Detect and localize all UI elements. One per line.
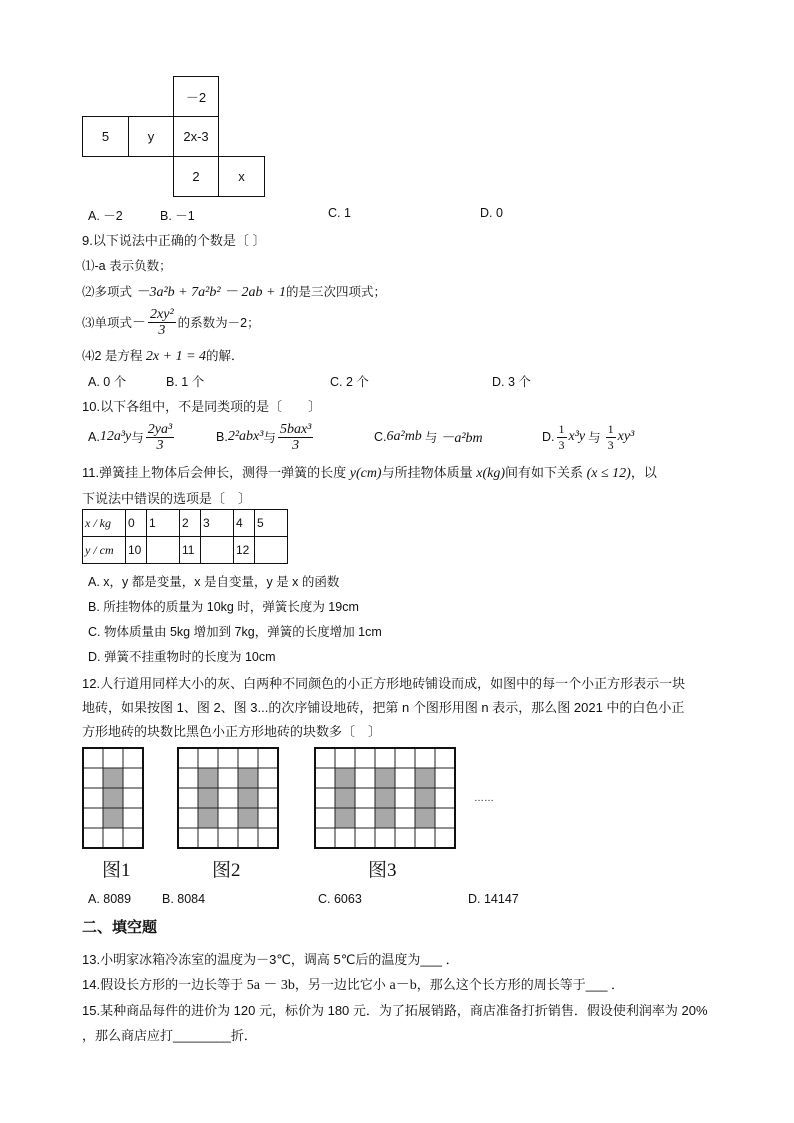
white-tile [395,768,415,788]
q12-option-c: C. 6063 [318,892,362,906]
grey-tile [198,788,218,808]
ellipsis: …… [474,793,494,804]
text: ，另一边比它小 [294,977,390,992]
grey-tile [103,808,123,828]
q9-option-b: B. 1 个 [166,375,205,389]
white-tile [198,828,218,848]
white-tile [375,828,395,848]
grey-tile [375,808,395,828]
white-tile [218,788,238,808]
white-tile [103,748,123,768]
label: C. [374,430,387,444]
figure-label-1: 图1 [102,860,131,881]
net-cell: x [218,156,265,197]
tile-figure-3 [315,748,455,848]
numerator: 5bax³ [279,421,312,437]
white-tile [218,768,238,788]
math-expression: y(cm) [349,466,382,481]
q13: 13.小明家冰箱冷冻室的温度为－3℃，调高 5℃后的温度为___ ． [82,952,459,967]
q15-line1: 15.某种商品每件的进价为 120 元，标价为 180 元．为了拓展销路，商店准备打折销售．假设使利润率为 20% [82,1003,708,1018]
grey-tile [103,788,123,808]
grey-tile [415,768,435,788]
table-cell [201,537,234,564]
text: ⑶单项式 [82,316,133,330]
q12-line2: 地砖，如果按图 1、图 2、图 3...的次序铺设地砖，把第 n 个图形用图 n 表示，那么图 2021 中的白色小正 [82,700,685,715]
table-cell: x / kg [83,510,126,537]
white-tile [395,828,415,848]
white-tile [83,788,103,808]
table-cell [255,537,288,564]
denominator: 3 [156,437,164,453]
q12-line1: 12.人行道用同样大小的灰、白两种不同颜色的小正方形地砖铺设而成，如图中的每一个小正方形表示一块 [82,676,686,691]
grey-tile [335,808,355,828]
denominator: 3 [558,437,565,452]
table-cell: 12 [234,537,255,564]
net-cell: y [128,116,174,157]
q9-stem: 9.以下说法中正确的个数是〔 〕 [82,233,266,248]
tile-figure-1 [83,748,143,848]
white-tile [123,748,143,768]
math-expression: 2x + 1 = 4 [145,349,207,364]
q10-stem: 10.以下各组中，不是同类项的是〔 〕 [82,399,322,414]
figure-label-2: 图2 [212,860,241,881]
white-tile [83,808,103,828]
white-tile [178,748,198,768]
text: 与 [424,431,438,445]
grey-tile [238,788,258,808]
grey-tile [335,768,355,788]
white-tile [103,828,123,848]
math-expression: 6a²mb [386,429,422,444]
label: A. [88,430,100,444]
q8-option-b: B. －1 [160,209,195,223]
table-cell: 0 [126,510,147,537]
net-cell: 2 [173,156,219,197]
white-tile [178,808,198,828]
math-expression: x³y [568,429,586,444]
q12-line3: 方形地砖的块数比黑色小正方形地砖的块数多〔 〕 [82,724,382,739]
section-title: 二、填空题 [82,919,158,936]
white-tile [435,768,455,788]
q10-option-b [216,419,315,455]
white-tile [415,748,435,768]
fraction [557,422,567,453]
denominator: 3 [607,437,614,452]
q9-statement-2 [82,281,386,301]
white-tile [83,768,103,788]
white-tile [435,748,455,768]
fraction [148,307,176,338]
label: D. [542,430,555,444]
text: ⑵多项式 [82,285,136,299]
white-tile [258,768,278,788]
q11-stem-line1 [82,462,657,482]
q15-line2: ，那么商店应打________折． [82,1028,257,1043]
q12-option-a: A. 8089 [88,892,132,906]
q12-option-d: D. 14147 [468,892,519,906]
grey-tile [335,788,355,808]
denominator: 3 [292,437,300,453]
q11-option-a: A. x，y 都是变量，x 是自变量，y 是 x 的函数 [88,575,340,589]
label: B. [216,430,228,444]
net-cell: 5 [82,116,129,157]
white-tile [335,748,355,768]
text: 与 [263,431,276,445]
white-tile [355,748,375,768]
grey-tile [415,788,435,808]
text: 与 [131,431,144,445]
q8-option-c: C. 1 [328,206,351,220]
text: ，那么这个长方形的周长等于___ ． [416,977,625,992]
numerator: 2xy² [150,306,174,322]
grey-tile [238,768,258,788]
white-tile [123,788,143,808]
white-tile [395,788,415,808]
q9-option-c: C. 2 个 [330,375,369,389]
white-tile [258,788,278,808]
q14 [82,974,624,994]
figure-label-3: 图3 [368,860,397,881]
q12-option-b: B. 8084 [162,892,206,906]
grey-tile [375,788,395,808]
q9-statement-3 [82,305,260,339]
white-tile [395,808,415,828]
q11-data-table [82,509,288,564]
text: 与 [588,431,601,445]
white-tile [315,808,335,828]
fraction [146,422,174,453]
table-cell: 1 [147,510,180,537]
white-tile [435,788,455,808]
white-tile [198,748,218,768]
white-tile [258,828,278,848]
numerator: 1 [607,421,614,436]
white-tile [315,828,335,848]
q11-option-c: C. 物体质量由 5kg 增加到 7kg，弹簧的长度增加 1cm [88,625,382,639]
math-expression: 5a － 3b [246,978,295,993]
white-tile [355,768,375,788]
white-tile [178,788,198,808]
minus-sign: － [132,316,147,331]
text: ⑷2 是方程 [82,349,146,363]
grey-tile [375,768,395,788]
q9-option-a: A. 0 个 [88,375,127,389]
white-tile [83,748,103,768]
white-tile [395,748,415,768]
white-tile [218,808,238,828]
numerator: 1 [558,421,565,436]
table-cell [147,537,180,564]
white-tile [315,748,335,768]
white-tile [218,748,238,768]
net-cell: 2x-3 [173,116,219,157]
text: 的是三次四项式； [285,285,386,299]
text: 的解． [206,349,244,363]
white-tile [415,828,435,848]
math-expression: xy³ [617,429,635,444]
table-cell: 10 [126,537,147,564]
math-expression: x(kg) [476,466,505,481]
table-cell: 5 [255,510,288,537]
white-tile [258,748,278,768]
white-tile [435,828,455,848]
table-cell: 4 [234,510,255,537]
text: ，以 [630,465,657,480]
q8-option-d: D. 0 [480,206,503,220]
denominator: 3 [158,322,166,338]
table-cell: y / cm [83,537,126,564]
white-tile [238,828,258,848]
white-tile [335,828,355,848]
q11-stem-line2: 下说法中错误的选项是〔 〕 [82,491,252,506]
tile-figure-2 [178,748,278,848]
white-tile [238,748,258,768]
q10-option-d [542,419,634,455]
white-tile [123,828,143,848]
q10-option-a [88,419,176,455]
white-tile [178,768,198,788]
q11-option-b: B. 所挂物体的质量为 10kg 时，弹簧长度为 19cm [88,600,359,614]
white-tile [315,788,335,808]
grey-tile [198,808,218,828]
white-tile [178,828,198,848]
table-row [83,537,288,564]
table-row [83,510,288,537]
text: 14.假设长方形的一边长等于 [82,977,247,992]
white-tile [123,808,143,828]
grey-tile [415,808,435,828]
grey-tile [198,768,218,788]
q10-option-c [374,419,483,455]
math-expression: －a²bm [440,431,483,446]
text: 的系数为－2； [177,316,260,330]
white-tile [355,788,375,808]
text: 与所挂物体质量 [381,465,477,480]
table-cell: 3 [201,510,234,537]
white-tile [83,828,103,848]
net-cell: －2 [173,76,219,117]
grey-tile [238,808,258,828]
q9-statement-4 [82,346,244,365]
white-tile [258,808,278,828]
math-expression: (x ≤ 12) [586,466,631,481]
text: 间有如下关系 [505,465,587,480]
q9-statement-1: ⑴-a 表示负数； [82,259,172,273]
white-tile [375,748,395,768]
white-tile [123,768,143,788]
tile-figures [0,740,560,880]
numerator: 2ya³ [147,421,173,437]
math-expression: 12a³y [99,429,132,444]
white-tile [355,808,375,828]
table-cell: 11 [180,537,201,564]
math-expression: a－b [389,978,417,993]
q8-option-a: A. －2 [88,209,123,223]
white-tile [355,828,375,848]
math-expression: 2²abx³ [227,429,264,444]
fraction [278,422,313,453]
q11-option-d: D. 弹簧不挂重物时的长度为 10cm [88,650,276,664]
math-expression: －3a²b + 7a²b² － 2ab + 1 [135,285,286,300]
q9-option-d: D. 3 个 [492,375,531,389]
white-tile [218,828,238,848]
white-tile [315,768,335,788]
grey-tile [103,768,123,788]
white-tile [435,808,455,828]
fraction [606,422,616,453]
text: 11.弹簧挂上物体后会伸长，测得一弹簧的长度 [82,465,350,480]
table-cell: 2 [180,510,201,537]
